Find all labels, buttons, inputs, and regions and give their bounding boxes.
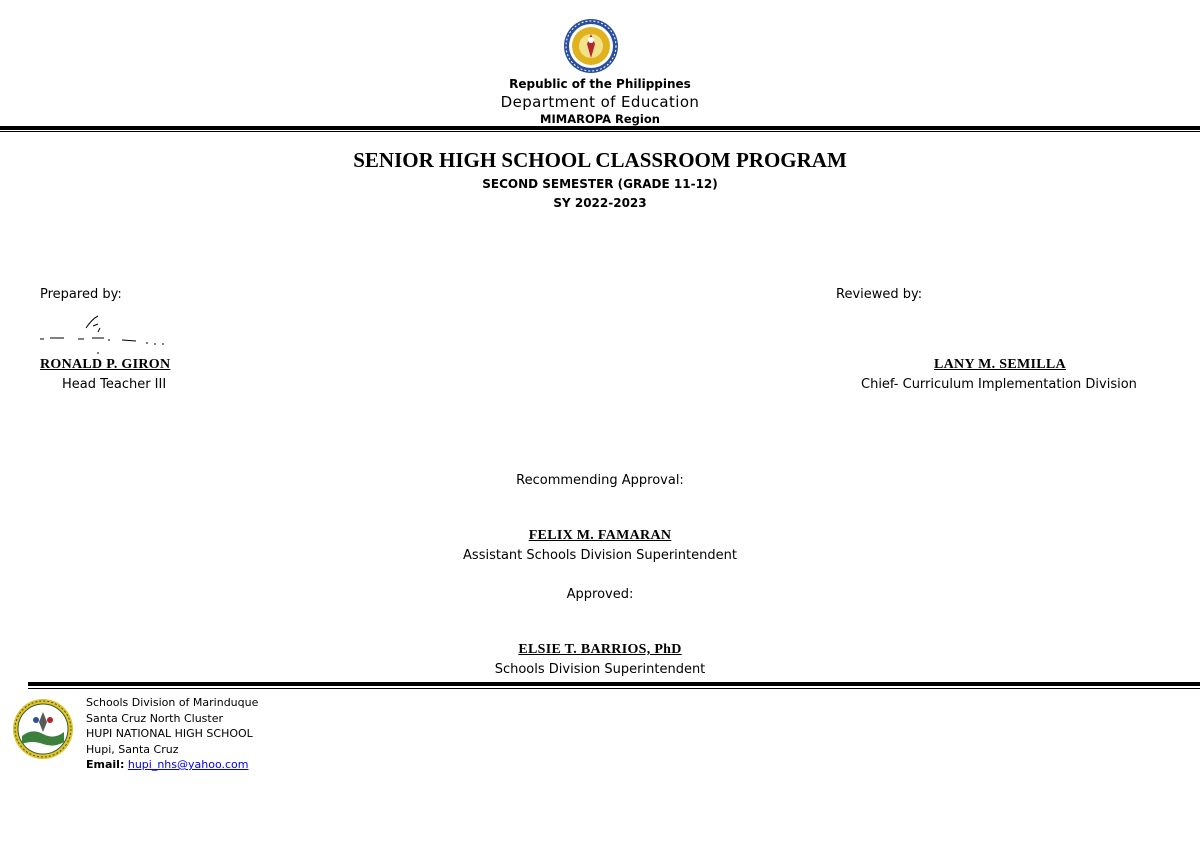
header-region: MIMAROPA Region — [540, 112, 660, 126]
approved-name: ELSIE T. BARRIOS, PhD — [518, 642, 682, 657]
document-title: SENIOR HIGH SCHOOL CLASSROOM PROGRAM — [353, 148, 847, 172]
email-label: Email: — [86, 758, 125, 771]
reviewed-by-label: Reviewed by: — [836, 287, 923, 302]
reviewed-by-name: LANY M. SEMILLA — [934, 357, 1066, 372]
approved-position: Schools Division Superintendent — [494, 662, 706, 677]
header-department: Department of Education — [500, 93, 700, 111]
footer-rule — [28, 682, 1200, 686]
prepared-by-label: Prepared by: — [40, 287, 122, 302]
footer-division: Schools Division of Marinduque — [86, 696, 259, 709]
approved-label: Approved: — [566, 587, 634, 602]
email-link[interactable]: hupi_nhs@yahoo.com — [127, 758, 249, 771]
footer-cluster: Santa Cruz North Cluster — [86, 712, 223, 725]
recommending-approval-name: FELIX M. FAMARAN — [528, 528, 672, 543]
deped-seal-icon — [563, 18, 619, 74]
header-rule-thin — [0, 131, 1200, 132]
reviewed-by-position: Chief- Curriculum Implementation Division — [861, 377, 1137, 392]
prepared-by-name: RONALD P. GIRON — [40, 357, 171, 372]
footer-school: HUPI NATIONAL HIGH SCHOOL — [86, 727, 253, 740]
recommending-approval-position: Assistant Schools Division Superintendent — [463, 548, 737, 563]
document-school-year: SY 2022-2023 — [553, 196, 647, 210]
prepared-by-position: Head Teacher III — [62, 377, 167, 392]
document-subtitle: SECOND SEMESTER (GRADE 11-12) — [482, 177, 718, 191]
header-republic: Republic of the Philippines — [509, 77, 691, 91]
footer-email-line — [86, 757, 248, 773]
signature-mark — [38, 312, 168, 358]
recommending-approval-label: Recommending Approval: — [516, 473, 684, 488]
header-rule — [0, 126, 1200, 130]
footer-rule-thin — [28, 688, 1200, 689]
school-seal-icon — [12, 698, 74, 760]
footer-address: Hupi, Santa Cruz — [86, 743, 179, 756]
